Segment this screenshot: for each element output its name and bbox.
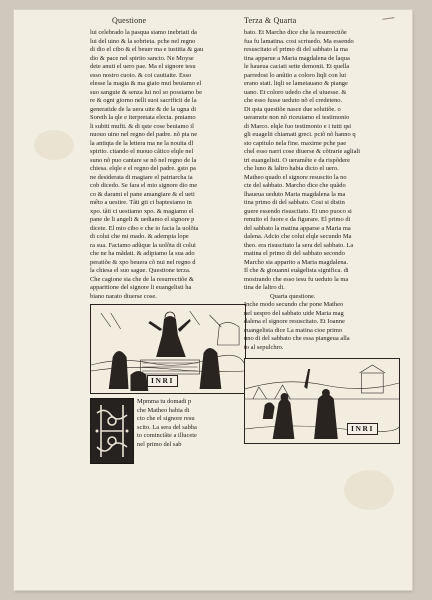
text-line: tina primo di del sabbato. Cosi si distin bbox=[244, 199, 345, 206]
handwritten-mark bbox=[382, 12, 395, 20]
text-line: spirito. citando el nuouo cãtico elqle nel bbox=[90, 148, 194, 155]
text-line: ueramete non nõ riceuiamo el testimonio bbox=[244, 114, 350, 121]
text-line: tina de laltro di. bbox=[244, 284, 285, 291]
text-line: la chiesa el suo sague. Questione terza. bbox=[90, 267, 191, 274]
text-line: fua fu lamatina. cosi scriuedo. Ma essendo bbox=[244, 37, 354, 45]
text-line: mêto a uestire. Tãti gti ci baptesiamo in bbox=[90, 199, 192, 206]
text-line: parredosi lo anũtio a coloro liqli con lui bbox=[244, 71, 347, 79]
text-line: di Marco. elqle fuo testimonio e i tutti qsi bbox=[244, 122, 352, 130]
text-line: ne desiderata di magiare el patriarcha ia bbox=[90, 173, 193, 181]
text-line: di dio el cibo & el beuer ma e iustitia & gau bbox=[90, 46, 204, 53]
text-line: nuouo uino nel regno del padre. nõ pia ne bbox=[90, 131, 198, 138]
text-line: erano stati. liqli se lametauano & piange bbox=[244, 80, 348, 87]
text-line: dalena. Adcio che colui elqle secundo Ma bbox=[244, 233, 352, 240]
text-line: che Matheo habia di bbox=[137, 406, 190, 414]
text-line: xpo. tãti ci uestiamo xpo. & magiamo el bbox=[90, 207, 194, 215]
text-line: Mpmma tu domadi p bbox=[137, 398, 192, 405]
text-line: dio & pace nel spirito sancto. Ne Moyse bbox=[90, 54, 194, 62]
right-text-column bbox=[244, 29, 400, 448]
text-line: bato. Et Marcho dice che la resurrectiõe bbox=[244, 29, 347, 36]
initial-ornament bbox=[91, 399, 133, 463]
text-line: theo. era risuscitato la sera del sabbato. La bbox=[244, 241, 354, 249]
text-line: Che cagione sia che de la resurrectiõe & bbox=[90, 275, 194, 283]
text-line: che esso fusse ueduto nõ el credeteno. bbox=[244, 97, 343, 104]
paper-stain bbox=[34, 130, 74, 160]
text-line: nel primo del sab bbox=[137, 440, 182, 448]
text-line: dalena el signore resuscitato. Et Ioanne bbox=[244, 318, 345, 325]
text-line: lui celebrado la pasqua siamo inebriati da bbox=[90, 29, 197, 36]
text-line: la antiqta de la lettera ma ne la nouita dl bbox=[90, 139, 194, 147]
text-line: di colui che mi mado. & adempia lope bbox=[90, 233, 189, 240]
text-line: Di qsta questiõe nasce due solutiõe. o bbox=[244, 105, 341, 113]
text-line: Il che & giouanni euãgelista significa. di bbox=[244, 267, 349, 274]
running-header-right: Terza & Quarta bbox=[244, 16, 297, 25]
text-line: uano. Et coloro udedo che el uiuesse. & bbox=[244, 88, 347, 96]
text-line: le haueua caciati sette demonii. Et quella bbox=[244, 63, 350, 70]
text-line: lhaueua ueduto Maria magdalena la ma bbox=[244, 190, 346, 198]
text-line: Soreth la qle e iterpretata electa. pmiamo bbox=[90, 114, 196, 121]
running-header-left: Questione bbox=[112, 16, 147, 25]
text-line: tina apparue a Maria magdalena de laqua bbox=[244, 54, 350, 62]
left-text-column bbox=[90, 29, 246, 463]
noli-me-tangere-woodcut bbox=[244, 358, 400, 444]
decorated-initial-h bbox=[90, 398, 134, 464]
text-line: euangelista dice La matina cioe primo bbox=[244, 326, 343, 334]
text-line: elesse la magia & ma giato mui beuiamo el bbox=[90, 80, 202, 87]
right-body-text-2 bbox=[244, 301, 400, 352]
text-line: re & ogni giorno nelli suoi sacrificii de la bbox=[90, 97, 197, 104]
initial-paragraph-text bbox=[137, 398, 247, 449]
text-line: tri euangelisti. O ueramête e da rispõdere bbox=[244, 156, 350, 164]
right-body-text bbox=[244, 29, 400, 293]
text-line: matina el primo di del sabbato secondo bbox=[244, 250, 345, 257]
left-body-text bbox=[90, 29, 246, 301]
text-line: chel esso narri cose diuerse & cõtrarie agliali bbox=[244, 148, 361, 155]
text-line: Marcho sia apparito a Maria magdalena. bbox=[244, 258, 349, 266]
text-line: nel uespro del sabbato uide Maria mag bbox=[244, 309, 344, 317]
text-line: sto capitulo nela fine. maxime pche pae bbox=[244, 139, 347, 147]
text-line: scito. La sera del sabba bbox=[137, 423, 197, 431]
text-line: Matheo quado el signore resuscito la no bbox=[244, 173, 347, 181]
text-line: renuito el fuore e da figurare. El primo di bbox=[244, 216, 351, 223]
text-line: biano narato diuerse cose. bbox=[90, 292, 157, 300]
text-line: resuscitato el primo di del sabbato la ma bbox=[244, 46, 348, 53]
text-line: apparitione del signore li euangelisti ha bbox=[90, 284, 192, 291]
text-line: dete anuti el uero pae. Ma el signore iesu bbox=[90, 63, 196, 70]
text-line: cob dicedo. Se fara el mio signore dio me bbox=[90, 182, 198, 189]
text-line: to al sepulchro. bbox=[244, 343, 284, 351]
paper-stain bbox=[344, 470, 394, 510]
inri-label: INRI bbox=[147, 375, 178, 387]
text-line: ra sua. Faciamo adũque la uolõta di colui bbox=[90, 241, 196, 249]
decorated-initial-paragraph bbox=[90, 398, 246, 463]
text-line: cte del sabbato. Marcho dice che quãdo bbox=[244, 182, 346, 189]
text-line: del sabbato la matina apparse a Maria ma bbox=[244, 224, 351, 232]
text-line: lui del uino & la sobrieta. pche nel regno bbox=[90, 37, 196, 45]
text-line: uno di del sabbato che essa piangeua alla bbox=[244, 335, 350, 342]
text-line: mostrando che esso iesu fu ueduto la ma bbox=[244, 275, 349, 283]
text-line: cto che el signore resu bbox=[137, 415, 195, 422]
text-line: suno nõ puo cantare se nõ nel regno de la bbox=[90, 156, 197, 164]
text-line: che ne ha mãdati. & adipiamo la sua ado bbox=[90, 250, 195, 257]
text-line: co & darami el pane amangiare & el ueti bbox=[90, 190, 195, 198]
resurrection-woodcut bbox=[90, 304, 246, 394]
inri-label: INRI bbox=[347, 423, 378, 435]
text-line: to cominciãte a illucete bbox=[137, 432, 197, 439]
text-line: suo sanguie & senza lui nol so possiamo be bbox=[90, 88, 202, 96]
text-line: guere essendo risuscitato. Et uno puoco si bbox=[244, 207, 352, 215]
text-line: chiesa. elqle e el regno del padre. gsto pa bbox=[90, 165, 196, 172]
text-line: che luno & laltro habia dicto el uero. bbox=[244, 165, 339, 172]
text-line: pane de li angeli & uediamo el signore p bbox=[90, 216, 195, 223]
section-heading-quarta: Quarta questione. bbox=[270, 292, 316, 300]
text-line: esso nostro cuoio. & coi cautiaite. Esso bbox=[90, 71, 192, 79]
text-line: Inche modo secundo che pone Matheo bbox=[244, 301, 344, 308]
text-line: gli euagelii chiamati greci. pciõ nõ hanno q bbox=[244, 131, 356, 138]
text-line: li subiti mufti. & di qste cose beuiamo il bbox=[90, 122, 194, 130]
text-line: dicete. El mio cibo e che io facia la uolõta bbox=[90, 224, 199, 232]
text-line: generatide de la uera uite & de la ugna di bbox=[90, 105, 196, 113]
text-line: peratiõe & xpo beuera cõ nui nel regno d bbox=[90, 258, 196, 266]
